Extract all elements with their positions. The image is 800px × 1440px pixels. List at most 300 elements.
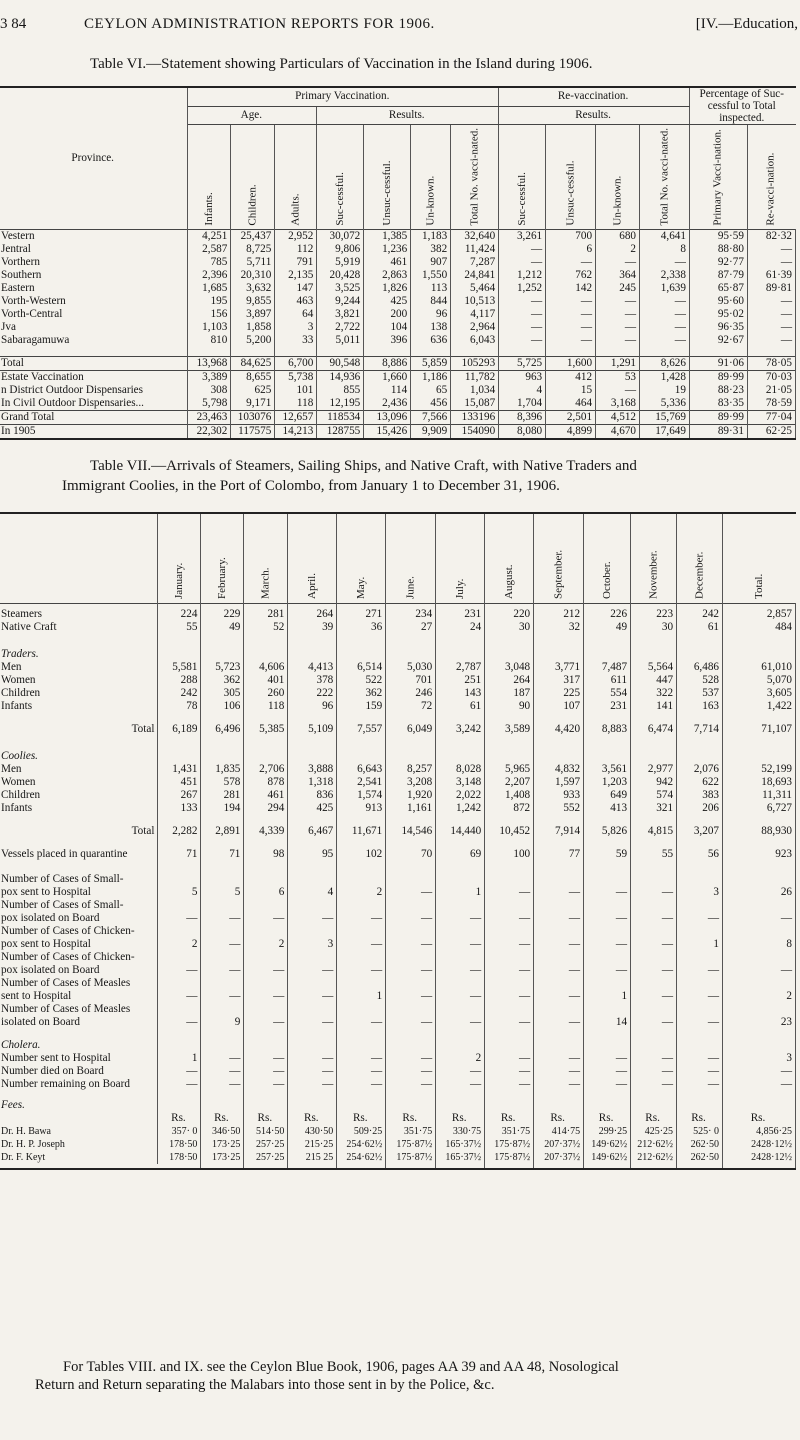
province-row	[0, 334, 796, 347]
row-label: Jva	[0, 321, 188, 334]
value-cell: 6,700	[275, 356, 317, 370]
value-cell: 117575	[231, 424, 275, 439]
value-cell: 649	[584, 789, 631, 802]
value-cell: 2,977	[631, 763, 677, 776]
value-cell: 351·75	[386, 1125, 436, 1138]
currency-label: Rs.	[677, 1112, 723, 1125]
currency-label: Rs.	[158, 1112, 201, 1125]
footnote-line2: Return and Return separating the Malabars into those sent in by the Police, &c.	[35, 1377, 495, 1393]
value-cell: 128755	[317, 424, 364, 439]
value-cell: 6,486	[677, 661, 723, 674]
value-cell: 5,011	[317, 334, 364, 347]
value-cell: 3,771	[534, 661, 584, 674]
value-cell: 8,028	[436, 763, 485, 776]
value-cell: 5,030	[386, 661, 436, 674]
column-header: Total No. vacci-nated.	[451, 125, 499, 230]
value-cell: 362	[337, 687, 386, 700]
value-cell: —	[677, 990, 723, 1003]
value-cell: 700	[546, 229, 596, 243]
value-cell: 245	[596, 282, 640, 295]
value-cell: 14,213	[275, 424, 317, 439]
value-cell: 6,189	[158, 723, 201, 736]
value-cell: 264	[288, 608, 337, 621]
value-cell: 5,385	[244, 723, 288, 736]
value-cell: 6,496	[201, 723, 244, 736]
quarantine-row	[0, 848, 796, 861]
value-cell: 5,200	[231, 334, 275, 347]
value-cell: 262·50	[677, 1138, 723, 1151]
value-cell: 82·32	[747, 229, 795, 243]
currency-label: Rs.	[244, 1112, 288, 1125]
value-cell: 65	[411, 384, 451, 397]
value-cell: 24,841	[451, 269, 499, 282]
value-cell: —	[584, 964, 631, 977]
row-label: Total	[0, 825, 158, 838]
value-cell: 88·80	[689, 243, 747, 256]
column-header: Children.	[231, 125, 275, 230]
value-cell: —	[436, 990, 485, 1003]
row-label: Dr. F. Keyt	[0, 1151, 158, 1164]
value-cell: 3,048	[485, 661, 534, 674]
value-cell: 1,600	[546, 356, 596, 370]
value-cell: 20,428	[317, 269, 364, 282]
value-cell: —	[596, 334, 640, 347]
value-cell: 412	[546, 370, 596, 384]
value-cell: —	[201, 964, 244, 977]
value-cell: —	[584, 1052, 631, 1065]
value-cell: 447	[631, 674, 677, 687]
value-cell: —	[288, 990, 337, 1003]
value-cell: 223	[631, 608, 677, 621]
section-label: [IV.—Education,	[695, 16, 798, 32]
value-cell: 52,199	[723, 763, 796, 776]
value-cell: 71	[201, 848, 244, 861]
value-cell: —	[499, 295, 546, 308]
value-cell: 212	[534, 608, 584, 621]
value-cell: 30,072	[317, 229, 364, 243]
value-cell: 173·25	[201, 1151, 244, 1164]
value-cell: 299·25	[584, 1125, 631, 1138]
row-label: Men	[0, 763, 158, 776]
value-cell: 4,815	[631, 825, 677, 838]
value-cell: 401	[244, 674, 288, 687]
value-cell: 84,625	[231, 356, 275, 370]
value-cell: —	[436, 1065, 485, 1078]
coolies-row	[0, 802, 796, 815]
month-header: October.	[584, 513, 631, 603]
column-header: Total No. vacci-nated.	[640, 125, 690, 230]
row-label: Infants	[0, 802, 158, 815]
row-label-line2: isolated on Board	[0, 1016, 158, 1029]
value-cell: —	[436, 964, 485, 977]
value-cell: 1,574	[337, 789, 386, 802]
value-cell: 308	[188, 384, 231, 397]
traders-title: Traders.	[0, 648, 158, 661]
value-cell: 257·25	[244, 1151, 288, 1164]
value-cell: 625	[231, 384, 275, 397]
value-cell: 5,965	[485, 763, 534, 776]
column-header: Suc-cessful.	[499, 125, 546, 230]
value-cell: 78·05	[747, 356, 795, 370]
cases-row	[0, 1016, 796, 1029]
value-cell: 8,886	[364, 356, 411, 370]
value-cell: —	[244, 1016, 288, 1029]
value-cell: —	[631, 912, 677, 925]
row-label-line2: sent to Hospital	[0, 990, 158, 1003]
value-cell: —	[288, 1065, 337, 1078]
value-cell: 357· 0	[158, 1125, 201, 1138]
value-cell: 118534	[317, 410, 364, 424]
value-cell: 5,919	[317, 256, 364, 269]
results-header-2: Results.	[499, 106, 690, 124]
value-cell: 362	[201, 674, 244, 687]
value-cell: 77	[534, 848, 584, 861]
value-cell: 14,936	[317, 370, 364, 384]
value-cell: 5,725	[499, 356, 546, 370]
value-cell: 3,561	[584, 763, 631, 776]
value-cell: 12,657	[275, 410, 317, 424]
value-cell: 1,103	[188, 321, 231, 334]
value-cell: 21·05	[747, 384, 795, 397]
value-cell: 2,207	[485, 776, 534, 789]
value-cell: 89·99	[689, 410, 747, 424]
value-cell: 271	[337, 608, 386, 621]
value-cell: —	[534, 964, 584, 977]
row-label: Vorth-Western	[0, 295, 188, 308]
value-cell: 262·50	[677, 1151, 723, 1164]
value-cell: 1,704	[499, 397, 546, 411]
value-cell: 6,049	[386, 723, 436, 736]
value-cell: 9,909	[411, 424, 451, 439]
cases-row	[0, 886, 796, 899]
currency-label: Rs.	[201, 1112, 244, 1125]
value-cell: 173·25	[201, 1138, 244, 1151]
value-cell: 141	[631, 700, 677, 713]
row-label-line1: Number of Cases of Chicken-	[0, 925, 158, 938]
value-cell: —	[337, 912, 386, 925]
row-label: Women	[0, 776, 158, 789]
row-label: Vorth-Central	[0, 308, 188, 321]
value-cell: 1,242	[436, 802, 485, 815]
value-cell: 7,287	[451, 256, 499, 269]
coolies-title: Coolies.	[0, 750, 158, 763]
value-cell: —	[244, 912, 288, 925]
value-cell: 62·25	[747, 424, 795, 439]
value-cell: 207·37½	[534, 1138, 584, 1151]
value-cell: 23	[723, 1016, 796, 1029]
age-header: Age.	[188, 106, 317, 124]
value-cell: —	[386, 1052, 436, 1065]
value-cell: —	[747, 243, 795, 256]
value-cell: 2,787	[436, 661, 485, 674]
value-cell: —	[158, 964, 201, 977]
value-cell: 364	[596, 269, 640, 282]
value-cell: 1,385	[364, 229, 411, 243]
value-cell: 552	[534, 802, 584, 815]
fees-title: Fees.	[0, 1099, 158, 1112]
value-cell: —	[640, 295, 690, 308]
value-cell: —	[677, 1078, 723, 1091]
value-cell: 11,671	[337, 825, 386, 838]
coolies-row	[0, 763, 796, 776]
value-cell: 22,302	[188, 424, 231, 439]
value-cell: —	[288, 1078, 337, 1091]
value-cell: 346·50	[201, 1125, 244, 1138]
value-cell: 55	[631, 848, 677, 861]
value-cell: 923	[723, 848, 796, 861]
cases-row	[0, 938, 796, 951]
value-cell: 4,251	[188, 229, 231, 243]
value-cell: —	[244, 990, 288, 1003]
value-cell: 636	[411, 334, 451, 347]
fees-row	[0, 1125, 796, 1138]
traders-row	[0, 700, 796, 713]
value-cell: —	[337, 938, 386, 951]
value-cell: —	[386, 1078, 436, 1091]
value-cell: —	[485, 1078, 534, 1091]
row-label: Vestern	[0, 229, 188, 243]
value-cell: —	[337, 1078, 386, 1091]
value-cell: 4,413	[288, 661, 337, 674]
value-cell: 1,685	[188, 282, 231, 295]
value-cell: 1,422	[723, 700, 796, 713]
fees-row	[0, 1138, 796, 1151]
currency-label: Rs.	[631, 1112, 677, 1125]
grand-total-row	[0, 410, 796, 424]
value-cell: 1,835	[201, 763, 244, 776]
currency-label: Rs.	[584, 1112, 631, 1125]
value-cell: —	[534, 1052, 584, 1065]
value-cell: 149·62½	[584, 1138, 631, 1151]
value-cell: 10,513	[451, 295, 499, 308]
revacc-header: Re-vaccination.	[499, 87, 690, 106]
month-header: March.	[244, 513, 288, 603]
value-cell: 425·25	[631, 1125, 677, 1138]
value-cell: 3,897	[231, 308, 275, 321]
value-cell: 12,195	[317, 397, 364, 411]
value-cell: —	[288, 964, 337, 977]
row-label: Dr. H. P. Joseph	[0, 1138, 158, 1151]
value-cell: —	[386, 886, 436, 899]
value-cell: 159	[337, 700, 386, 713]
value-cell: 260	[244, 687, 288, 700]
value-cell: 175·87½	[485, 1151, 534, 1164]
value-cell: —	[677, 1052, 723, 1065]
value-cell: 15,769	[640, 410, 690, 424]
value-cell: 7,714	[677, 723, 723, 736]
value-cell: 229	[201, 608, 244, 621]
value-cell: 514·50	[244, 1125, 288, 1138]
value-cell: —	[485, 964, 534, 977]
value-cell: 70	[386, 848, 436, 861]
value-cell: 78	[158, 700, 201, 713]
value-cell: 156	[188, 308, 231, 321]
value-cell: 32	[534, 621, 584, 634]
value-cell: 254·62½	[337, 1151, 386, 1164]
value-cell: 6	[244, 886, 288, 899]
value-cell: 33	[275, 334, 317, 347]
value-cell: 578	[201, 776, 244, 789]
value-cell: —	[158, 1078, 201, 1091]
value-cell: 5	[158, 886, 201, 899]
value-cell: 1,183	[411, 229, 451, 243]
value-cell: 8,626	[640, 356, 690, 370]
value-cell: 317	[534, 674, 584, 687]
value-cell: 9,855	[231, 295, 275, 308]
value-cell: 2,541	[337, 776, 386, 789]
value-cell: 95·02	[689, 308, 747, 321]
value-cell: 1	[436, 886, 485, 899]
value-cell: —	[337, 1065, 386, 1078]
footnote-line1: For Tables VIII. and IX. see the Ceylon Blue Book, 1906, pages AA 39 and AA 48, Nosological	[63, 1359, 619, 1375]
row-label: In Civil Outdoor Dispensaries...	[0, 397, 188, 411]
value-cell: 92·67	[689, 334, 747, 347]
year-1905-row	[0, 424, 796, 439]
value-cell: 77·04	[747, 410, 795, 424]
value-cell: 242	[158, 687, 201, 700]
month-header: February.	[201, 513, 244, 603]
column-header: Adults.	[275, 125, 317, 230]
value-cell: —	[596, 384, 640, 397]
value-cell: —	[631, 886, 677, 899]
value-cell: 55	[158, 621, 201, 634]
value-cell: —	[584, 1078, 631, 1091]
value-cell: 142	[546, 282, 596, 295]
value-cell: 149·62½	[584, 1151, 631, 1164]
value-cell: 220	[485, 608, 534, 621]
value-cell: 2,952	[275, 229, 317, 243]
value-cell: 1	[158, 1052, 201, 1065]
value-cell: —	[158, 990, 201, 1003]
row-label: Jentral	[0, 243, 188, 256]
value-cell: 147	[275, 282, 317, 295]
value-cell: 1	[337, 990, 386, 1003]
column-header: Un-known.	[411, 125, 451, 230]
value-cell: 1,428	[640, 370, 690, 384]
value-cell: 4,606	[244, 661, 288, 674]
row-label: Number sent to Hospital	[0, 1052, 158, 1065]
value-cell: —	[386, 964, 436, 977]
value-cell: 791	[275, 256, 317, 269]
value-cell: —	[436, 1078, 485, 1091]
value-cell: —	[631, 1078, 677, 1091]
value-cell: —	[499, 334, 546, 347]
value-cell: —	[596, 321, 640, 334]
value-cell: 872	[485, 802, 534, 815]
value-cell: 1,550	[411, 269, 451, 282]
value-cell: —	[546, 295, 596, 308]
row-label: Vessels placed in quarantine	[0, 848, 158, 861]
value-cell: —	[499, 256, 546, 269]
value-cell: 87·79	[689, 269, 747, 282]
value-cell: —	[485, 990, 534, 1003]
value-cell: 246	[386, 687, 436, 700]
value-cell: —	[677, 912, 723, 925]
value-cell: 461	[364, 256, 411, 269]
value-cell: 5,581	[158, 661, 201, 674]
value-cell: 3	[677, 886, 723, 899]
value-cell: 83·35	[689, 397, 747, 411]
value-cell: 3	[723, 1052, 796, 1065]
value-cell: 288	[158, 674, 201, 687]
value-cell: —	[337, 964, 386, 977]
percentage-header	[689, 87, 795, 125]
results-header: Results.	[317, 106, 499, 124]
value-cell: 13,968	[188, 356, 231, 370]
row-label: Number remaining on Board	[0, 1078, 158, 1091]
fees-row	[0, 1151, 796, 1164]
value-cell: 206	[677, 802, 723, 815]
value-cell: 98	[244, 848, 288, 861]
value-cell: 2,964	[451, 321, 499, 334]
value-cell: 5,109	[288, 723, 337, 736]
value-cell: 525· 0	[677, 1125, 723, 1138]
value-cell: 90	[485, 700, 534, 713]
currency-label: Rs.	[288, 1112, 337, 1125]
value-cell: 3,261	[499, 229, 546, 243]
value-cell: 91·06	[689, 356, 747, 370]
row-label-line1: Number of Cases of Small-	[0, 899, 158, 912]
value-cell: 461	[244, 789, 288, 802]
value-cell: 95·59	[689, 229, 747, 243]
row-label: In 1905	[0, 424, 188, 439]
value-cell: 2	[723, 990, 796, 1003]
value-cell: 11,311	[723, 789, 796, 802]
value-cell: 8,257	[386, 763, 436, 776]
value-cell: 1,236	[364, 243, 411, 256]
value-cell: 257·25	[244, 1138, 288, 1151]
row-label: n District Outdoor Dispensaries	[0, 384, 188, 397]
value-cell: 1,408	[485, 789, 534, 802]
value-cell: 8,655	[231, 370, 275, 384]
value-cell: 96	[411, 308, 451, 321]
value-cell: 20,310	[231, 269, 275, 282]
label-column-header	[0, 513, 158, 603]
value-cell: —	[436, 1016, 485, 1029]
value-cell: 70·03	[747, 370, 795, 384]
row-label: Estate Vaccination	[0, 370, 188, 384]
row-label-line2: pox sent to Hospital	[0, 886, 158, 899]
value-cell: 9	[201, 1016, 244, 1029]
value-cell: 2,706	[244, 763, 288, 776]
value-cell: —	[534, 990, 584, 1003]
value-cell: —	[158, 1016, 201, 1029]
value-cell: 95	[288, 848, 337, 861]
value-cell: —	[244, 964, 288, 977]
value-cell: 2,501	[546, 410, 596, 424]
value-cell: 71	[158, 848, 201, 861]
value-cell: 2,587	[188, 243, 231, 256]
value-cell: —	[337, 1016, 386, 1029]
value-cell: —	[596, 295, 640, 308]
row-label: Children	[0, 789, 158, 802]
row-label-line1: Number of Cases of Measles	[0, 977, 158, 990]
value-cell: 1,186	[411, 370, 451, 384]
value-cell: —	[534, 912, 584, 925]
value-cell: —	[201, 1078, 244, 1091]
value-cell: 112	[275, 243, 317, 256]
value-cell: —	[584, 886, 631, 899]
value-cell: 2,436	[364, 397, 411, 411]
value-cell: 785	[188, 256, 231, 269]
value-cell: 15,087	[451, 397, 499, 411]
value-cell: 5	[201, 886, 244, 899]
value-cell: 215 25	[288, 1151, 337, 1164]
value-cell: 680	[596, 229, 640, 243]
value-cell: 330·75	[436, 1125, 485, 1138]
traders-row	[0, 674, 796, 687]
column-header: Primary Vacci-nation.	[689, 125, 747, 230]
